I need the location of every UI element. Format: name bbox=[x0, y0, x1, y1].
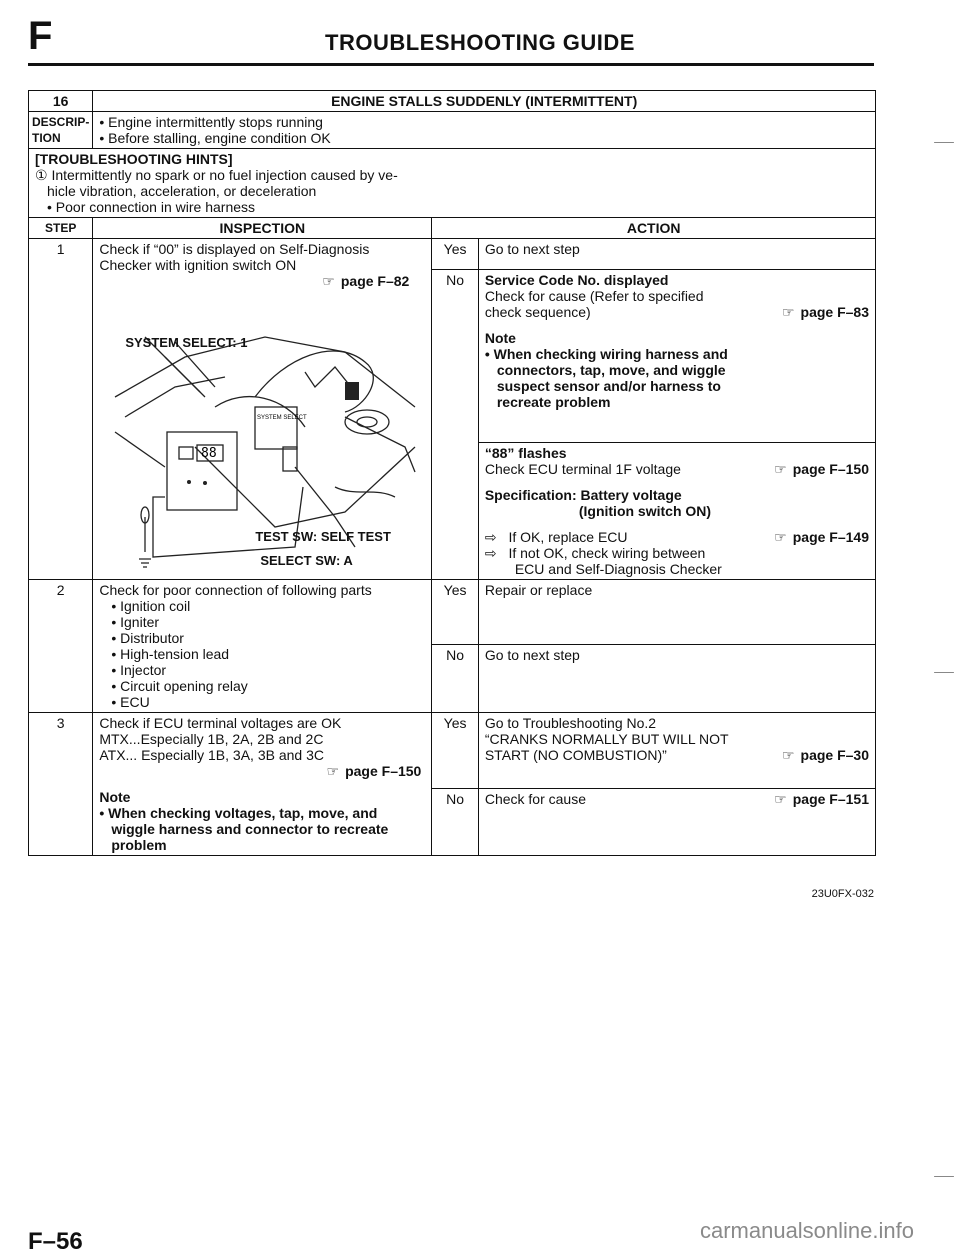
action-line-text: If not OK, check wiring between bbox=[508, 545, 706, 561]
column-header-step: STEP bbox=[29, 218, 93, 239]
step-2-inspection bbox=[93, 580, 432, 713]
page-ref-text: page F–150 bbox=[345, 763, 422, 779]
column-header-row bbox=[29, 218, 876, 239]
header-rule bbox=[28, 63, 874, 66]
step-number: 1 bbox=[29, 239, 93, 580]
step-3-inspection bbox=[93, 713, 432, 856]
section-number: 16 bbox=[29, 91, 93, 112]
note-line: • When checking wiring harness and bbox=[484, 346, 728, 362]
description-row bbox=[29, 112, 876, 149]
page-ref-text: page F–150 bbox=[792, 461, 869, 477]
note-title: Note bbox=[484, 330, 516, 346]
note-title: Note bbox=[99, 789, 131, 805]
inspection-line: Check if “00” is displayed on Self-Diagnosis bbox=[99, 241, 370, 257]
hint-line: • Poor connection in wire harness bbox=[47, 199, 256, 215]
action-line bbox=[485, 529, 869, 545]
page-ref bbox=[782, 747, 869, 763]
inspection-line: MTX...Especially 1B, 2A, 2B and 2C bbox=[99, 731, 324, 747]
system-select-label: SYSTEM SELECT: 1 bbox=[125, 335, 248, 350]
specification-condition: (Ignition switch ON) bbox=[578, 503, 712, 519]
test-switch-label: TEST SW: SELF TEST bbox=[255, 529, 391, 544]
action-title: Service Code No. displayed bbox=[484, 272, 669, 288]
select-switch-label: SELECT SW: A bbox=[260, 553, 353, 568]
section-title-row bbox=[29, 91, 876, 112]
description-label bbox=[29, 112, 93, 149]
description-line: • Engine intermittently stops running bbox=[99, 114, 323, 130]
page-ref-icon: ☞ bbox=[774, 461, 787, 477]
hint-line: ① Intermittently no spark or no fuel injection caused by ve- bbox=[35, 167, 398, 183]
step-2-row bbox=[29, 580, 876, 645]
action-line-text: check sequence) bbox=[484, 304, 591, 320]
arrow-icon: ⇨ bbox=[484, 545, 497, 561]
note-line: recreate problem bbox=[496, 394, 611, 410]
action-line-text: If OK, replace ECU bbox=[508, 529, 628, 545]
inspection-line: Check for poor connection of following parts bbox=[99, 582, 372, 598]
inspection-item: • Injector bbox=[111, 662, 167, 678]
action-line bbox=[485, 304, 869, 320]
page-ref-text: page F–83 bbox=[800, 304, 869, 320]
figure-code: 23U0FX-032 bbox=[811, 888, 874, 900]
action-line bbox=[485, 461, 869, 477]
binding-mark bbox=[934, 1176, 954, 1181]
no-action-service-code bbox=[478, 270, 875, 443]
arrow-icon: ⇨ bbox=[484, 529, 497, 545]
page-ref-icon: ☞ bbox=[322, 273, 335, 289]
action-line: “CRANKS NORMALLY BUT WILL NOT bbox=[484, 731, 729, 747]
yes-label: Yes bbox=[432, 580, 479, 645]
step-1-inspection bbox=[93, 239, 432, 580]
no-action: Go to next step bbox=[478, 645, 875, 713]
page-ref-icon: ☞ bbox=[781, 304, 795, 320]
section-title: ENGINE STALLS SUDDENLY (INTERMITTENT) bbox=[93, 91, 876, 112]
action-line-text: START (NO COMBUSTION)” bbox=[484, 747, 667, 763]
action-line: Check for cause (Refer to specified bbox=[484, 288, 704, 304]
note-line: • When checking voltages, tap, move, and bbox=[99, 805, 378, 821]
action-line: Go to Troubleshooting No.2 bbox=[484, 715, 657, 731]
yes-action: Go to next step bbox=[478, 239, 875, 270]
binding-mark bbox=[934, 142, 954, 147]
page-ref-icon: ☞ bbox=[781, 747, 795, 763]
yes-action: Repair or replace bbox=[478, 580, 875, 645]
hints-cell bbox=[29, 149, 876, 218]
inspection-line: ATX... Especially 1B, 3A, 3B and 3C bbox=[99, 747, 324, 763]
module-label: SYSTEM SELECT bbox=[257, 415, 308, 421]
action-line bbox=[485, 545, 869, 561]
page-title: TROUBLESHOOTING GUIDE bbox=[325, 30, 635, 55]
page-ref-icon: ☞ bbox=[774, 791, 787, 807]
self-diagnosis-checker-figure bbox=[105, 297, 425, 577]
no-action bbox=[478, 789, 875, 856]
inspection-line: Checker with ignition switch ON bbox=[99, 257, 297, 273]
action-title: “88” flashes bbox=[484, 445, 567, 461]
page-ref-icon: ☞ bbox=[326, 763, 340, 779]
troubleshooting-table bbox=[28, 90, 876, 856]
yes-label: Yes bbox=[432, 239, 479, 270]
column-header-action: ACTION bbox=[432, 218, 876, 239]
action-line-text: Check ECU terminal 1F voltage bbox=[484, 461, 681, 477]
action-line bbox=[485, 747, 869, 763]
page-ref bbox=[774, 791, 869, 807]
inspection-item: • Circuit opening relay bbox=[111, 678, 248, 694]
description-label-2: TION bbox=[32, 131, 61, 145]
column-header-inspection: INSPECTION bbox=[93, 218, 432, 239]
step-number: 2 bbox=[29, 580, 93, 713]
inspection-item: • Distributor bbox=[111, 630, 184, 646]
page-number: F–56 bbox=[28, 1228, 83, 1255]
inspection-item: • ECU bbox=[111, 694, 150, 710]
hint-line: hicle vibration, acceleration, or deceleration bbox=[47, 183, 317, 199]
watermark: carmanualsonline.info bbox=[699, 1218, 914, 1243]
action-line-text: Check for cause bbox=[484, 791, 587, 807]
step-number: 3 bbox=[29, 713, 93, 856]
page-ref-text: page F–30 bbox=[800, 747, 869, 763]
action-line: ECU and Self-Diagnosis Checker bbox=[514, 561, 722, 577]
page-ref-text: page F–151 bbox=[792, 791, 869, 807]
note-line: suspect sensor and/or harness to bbox=[496, 378, 721, 394]
description-text bbox=[93, 112, 876, 149]
specification: Specification: Battery voltage bbox=[484, 487, 682, 503]
hints-row bbox=[29, 149, 876, 218]
note-line: wiggle harness and connector to recreate bbox=[111, 821, 389, 837]
step-1-row bbox=[29, 239, 876, 270]
no-label: No bbox=[432, 645, 479, 713]
step-3-row bbox=[29, 713, 876, 789]
page-ref bbox=[782, 304, 869, 320]
page-ref-text: page F–149 bbox=[792, 529, 869, 545]
description-line: • Before stalling, engine condition OK bbox=[99, 130, 331, 146]
no-label: No bbox=[432, 270, 479, 580]
no-label: No bbox=[432, 789, 479, 856]
yes-label: Yes bbox=[432, 713, 479, 789]
page-ref-text: page F–82 bbox=[340, 273, 410, 289]
binding-mark bbox=[934, 672, 954, 677]
hints-title: [TROUBLESHOOTING HINTS] bbox=[35, 151, 233, 167]
description-label-1: DESCRIP- bbox=[32, 115, 90, 129]
no-action-88-flashes bbox=[478, 443, 875, 580]
page-ref bbox=[774, 461, 869, 477]
note-line: problem bbox=[111, 837, 167, 853]
inspection-item: • Igniter bbox=[111, 614, 160, 630]
inspection-line: Check if ECU terminal voltages are OK bbox=[99, 715, 342, 731]
note-line: connectors, tap, move, and wiggle bbox=[496, 362, 726, 378]
page-ref bbox=[99, 273, 425, 289]
checker-display: 88 bbox=[201, 446, 217, 461]
page-ref bbox=[774, 529, 869, 545]
section-letter: F bbox=[28, 14, 53, 58]
page-ref-icon: ☞ bbox=[774, 529, 787, 545]
inspection-item: • Ignition coil bbox=[111, 598, 191, 614]
page-ref bbox=[99, 763, 425, 779]
inspection-item: • High-tension lead bbox=[111, 646, 230, 662]
yes-action bbox=[478, 713, 875, 789]
